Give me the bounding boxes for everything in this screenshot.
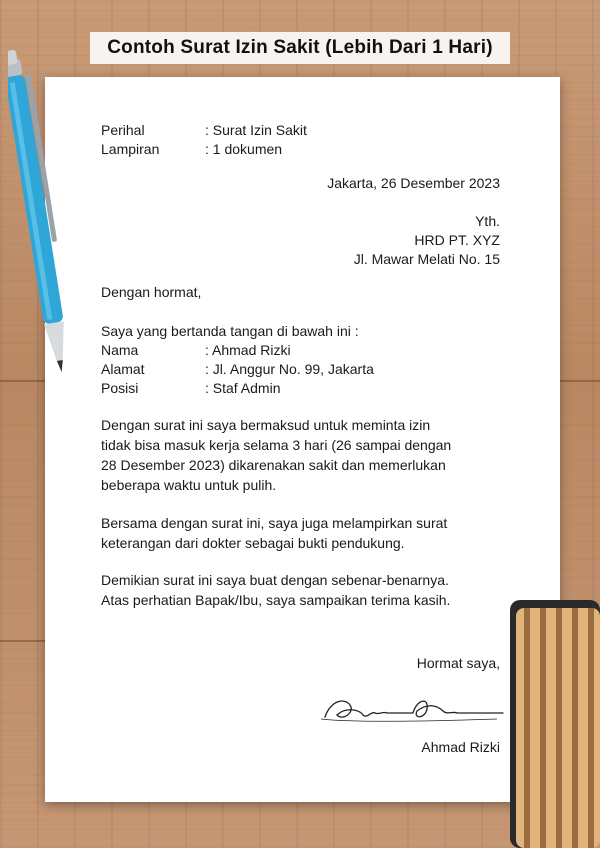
identity-label-posisi: Posisi [101, 380, 139, 396]
paragraph-line: Dengan surat ini saya bermaksud untuk meminta izin [101, 417, 431, 433]
page-title: Contoh Surat Izin Sakit (Lebih Dari 1 Hari) [90, 32, 510, 64]
pencil-box-image [506, 590, 600, 848]
field-value-lampiran: : 1 dokumen [205, 141, 283, 157]
body-paragraph-3 [101, 570, 511, 610]
paragraph-line: Demikian surat ini saya buat dengan sebenar-benarnya. [101, 572, 449, 588]
paragraph-line: Atas perhatian Bapak/Ibu, saya sampaikan terima kasih. [101, 592, 451, 608]
paragraph-line: beberapa waktu untuk pulih. [101, 477, 277, 493]
closing-salutation: Hormat saya, [416, 655, 500, 671]
body-paragraph-1 [101, 415, 511, 495]
paragraph-line: keterangan dari dokter sebagai bukti pendukung. [101, 535, 405, 551]
body-paragraph-2 [101, 513, 511, 553]
identity-value-posisi: : Staf Admin [205, 380, 281, 396]
letter-date: Jakarta, 26 Desember 2023 [327, 175, 500, 191]
recipient-line: Jl. Mawar Melati No. 15 [353, 251, 500, 267]
field-label-perihal: Perihal [101, 122, 145, 138]
identity-label-nama: Nama [101, 342, 139, 358]
pen-image [8, 40, 68, 380]
letter-paper [45, 77, 560, 802]
greeting: Dengan hormat, [101, 284, 202, 300]
field-value-perihal: : Surat Izin Sakit [205, 122, 307, 138]
signature-image [317, 689, 507, 729]
recipient-line: Yth. [475, 213, 500, 229]
paragraph-line: 28 Desember 2023) dikarenakan sakit dan memerlukan [101, 457, 446, 473]
identity-label-alamat: Alamat [101, 361, 145, 377]
field-label-lampiran: Lampiran [101, 141, 160, 157]
signer-name: Ahmad Rizki [421, 739, 500, 755]
identity-value-nama: : Ahmad Rizki [205, 342, 291, 358]
intro-line: Saya yang bertanda tangan di bawah ini : [101, 323, 359, 339]
identity-value-alamat: : Jl. Anggur No. 99, Jakarta [205, 361, 374, 377]
paragraph-line: tidak bisa masuk kerja selama 3 hari (26 sampai dengan [101, 437, 452, 453]
recipient-line: HRD PT. XYZ [414, 232, 500, 248]
paragraph-line: Bersama dengan surat ini, saya juga melampirkan surat [101, 515, 448, 531]
